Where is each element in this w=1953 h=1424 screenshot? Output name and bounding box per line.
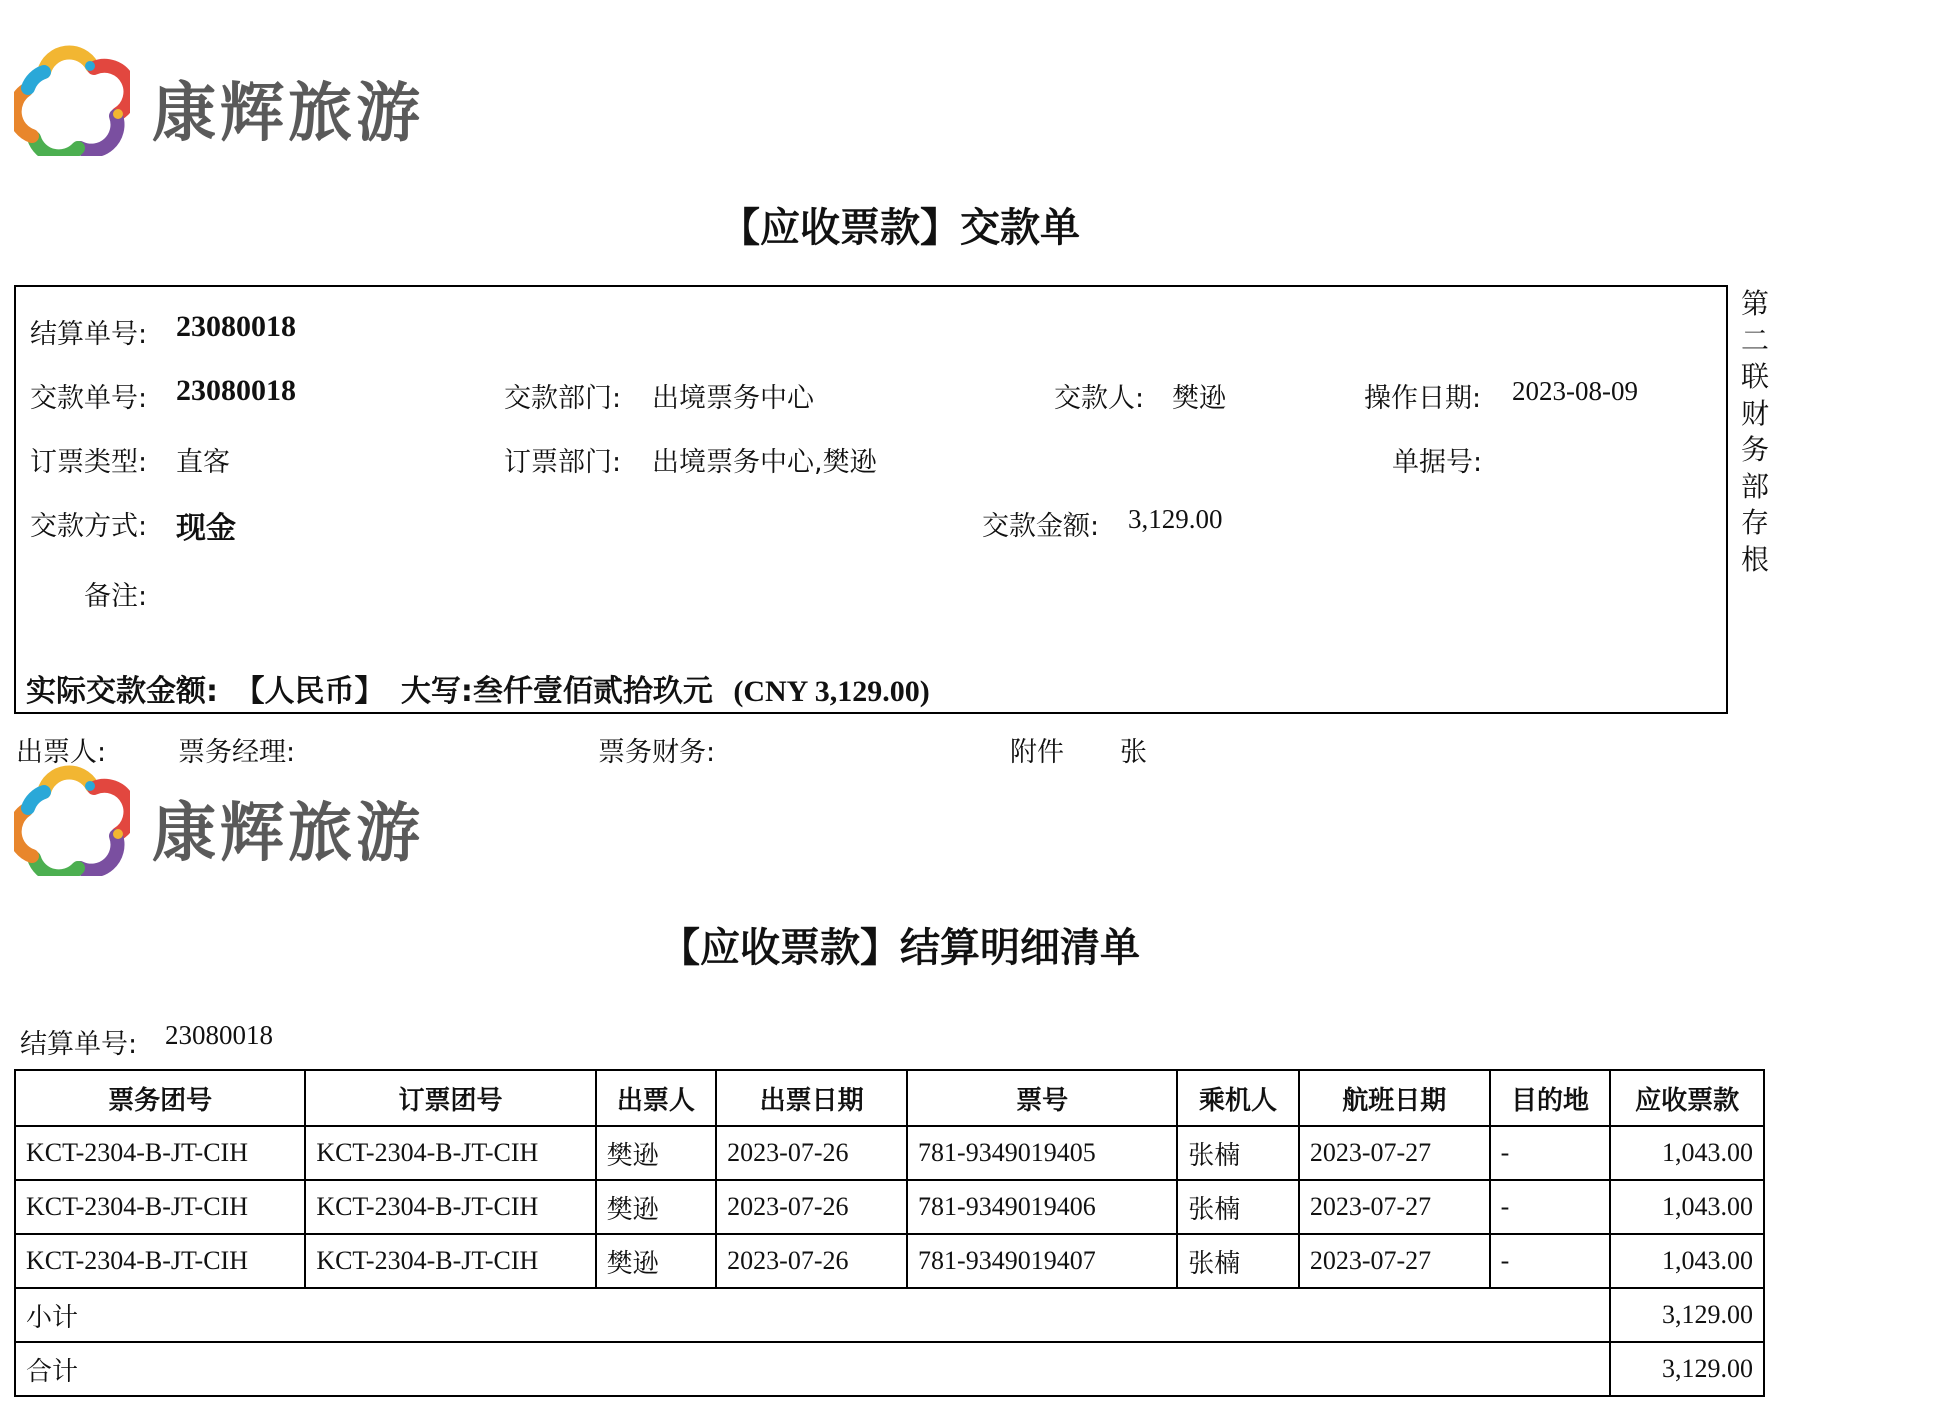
column-header: 出票日期	[716, 1070, 907, 1126]
table-cell: 1,043.00	[1610, 1126, 1764, 1180]
table-row	[15, 1180, 1764, 1234]
booking-type-label: 订票类型:	[30, 447, 148, 478]
column-header: 票号	[907, 1070, 1177, 1126]
currency-label: 【人民币】	[234, 674, 385, 709]
amount-label: 交款金额:	[982, 511, 1100, 542]
table-cell: 2023-07-26	[716, 1126, 907, 1180]
payer-label: 交款人:	[1054, 383, 1145, 414]
cny-amount: (CNY 3,129.00)	[733, 675, 930, 708]
pay-method-label: 交款方式:	[30, 511, 148, 542]
copy-note-char: 二	[1740, 323, 1769, 357]
booking-dept-value: 出境票务中心,樊逊	[652, 447, 877, 478]
copy-note-char: 部	[1740, 469, 1769, 503]
column-header: 乘机人	[1177, 1070, 1299, 1126]
subtotal-value: 3,129.00	[1610, 1288, 1764, 1342]
total-value: 3,129.00	[1610, 1342, 1764, 1396]
table-cell: -	[1490, 1126, 1611, 1180]
op-date-label: 操作日期:	[1364, 383, 1482, 414]
table-cell: -	[1490, 1234, 1611, 1288]
finance-label: 票务财务:	[598, 737, 716, 768]
brand-name: 康辉旅游	[152, 797, 424, 871]
table-cell: KCT-2304-B-JT-CIH	[305, 1234, 595, 1288]
payment-dept-value: 出境票务中心	[652, 383, 814, 414]
booking-dept-label: 订票部门:	[504, 447, 622, 478]
table-cell: 樊逊	[596, 1126, 717, 1180]
total-row	[15, 1342, 1764, 1396]
actual-amount-line	[26, 666, 930, 710]
op-date-value: 2023-08-09	[1512, 376, 1638, 406]
receipt-title: 【应收票款】交款单	[720, 205, 1080, 251]
copy-note-char: 第	[1740, 287, 1769, 320]
settlement-no-label: 结算单号:	[30, 319, 148, 350]
total-label: 合计	[15, 1342, 1610, 1396]
table-cell: -	[1490, 1180, 1611, 1234]
settlement-no-value: 23080018	[176, 310, 296, 343]
column-header: 目的地	[1490, 1070, 1611, 1126]
copy-note-vertical	[1733, 286, 1777, 578]
column-header: 订票团号	[305, 1070, 595, 1126]
detail-title: 【应收票款】结算明细清单	[660, 925, 1140, 971]
copy-note-char: 根	[1740, 542, 1769, 576]
remark-label: 备注:	[84, 581, 148, 612]
table-cell: 2023-07-26	[716, 1234, 907, 1288]
column-header: 应收票款	[1610, 1070, 1764, 1126]
flower-logo-icon	[14, 764, 130, 876]
flower-logo-icon	[14, 44, 130, 156]
table-cell: 2023-07-27	[1299, 1234, 1490, 1288]
table-row	[15, 1126, 1764, 1180]
settlement-detail-table	[14, 1069, 1765, 1397]
table-cell: 1,043.00	[1610, 1180, 1764, 1234]
detail-settlement-no-label: 结算单号:	[20, 1029, 138, 1060]
column-header: 出票人	[596, 1070, 717, 1126]
caps-amount: 叁仟壹佰贰拾玖元	[472, 674, 713, 709]
table-cell: 2023-07-26	[716, 1180, 907, 1234]
column-header: 票务团号	[15, 1070, 305, 1126]
table-header-row	[15, 1070, 1764, 1126]
attachment-label: 附件	[1010, 737, 1064, 768]
amount-value: 3,129.00	[1128, 504, 1223, 534]
company-logo	[14, 44, 454, 156]
actual-amount-label: 实际交款金额:	[26, 674, 218, 709]
issuer-label: 出票人:	[16, 737, 107, 768]
column-header: 航班日期	[1299, 1070, 1490, 1126]
company-logo	[14, 764, 454, 876]
table-cell: 1,043.00	[1610, 1234, 1764, 1288]
table-cell: 张楠	[1177, 1180, 1299, 1234]
copy-note-char: 财	[1740, 396, 1769, 430]
doc-no-label: 单据号:	[1392, 447, 1483, 478]
receipt-box	[14, 285, 1728, 714]
copy-note-char: 存	[1740, 506, 1769, 539]
subtotal-row	[15, 1288, 1764, 1342]
booking-type-value: 直客	[176, 447, 230, 478]
table-cell: 781-9349019405	[907, 1126, 1177, 1180]
copy-note-char: 务	[1740, 433, 1769, 466]
payment-dept-label: 交款部门:	[504, 383, 622, 414]
table-cell: 樊逊	[596, 1234, 717, 1288]
table-cell: KCT-2304-B-JT-CIH	[305, 1126, 595, 1180]
sheet-unit: 张	[1120, 737, 1147, 768]
table-cell: KCT-2304-B-JT-CIH	[15, 1234, 305, 1288]
payment-no-label: 交款单号:	[30, 383, 148, 414]
table-cell: 2023-07-27	[1299, 1126, 1490, 1180]
payer-value: 樊逊	[1172, 383, 1226, 414]
table-row	[15, 1234, 1764, 1288]
copy-note-char: 联	[1740, 360, 1769, 393]
table-cell: KCT-2304-B-JT-CIH	[305, 1180, 595, 1234]
table-cell: KCT-2304-B-JT-CIH	[15, 1180, 305, 1234]
detail-settlement-no-value: 23080018	[165, 1020, 273, 1050]
table-cell: 张楠	[1177, 1126, 1299, 1180]
caps-label: 大写:	[400, 674, 473, 709]
manager-label: 票务经理:	[178, 737, 296, 768]
payment-no-value: 23080018	[176, 374, 296, 407]
table-cell: 781-9349019406	[907, 1180, 1177, 1234]
table-cell: 781-9349019407	[907, 1234, 1177, 1288]
table-cell: 樊逊	[596, 1180, 717, 1234]
pay-method-value: 现金	[176, 511, 236, 546]
table-cell: 张楠	[1177, 1234, 1299, 1288]
table-cell: KCT-2304-B-JT-CIH	[15, 1126, 305, 1180]
table-cell: 2023-07-27	[1299, 1180, 1490, 1234]
brand-name: 康辉旅游	[152, 77, 424, 151]
subtotal-label: 小计	[15, 1288, 1610, 1342]
